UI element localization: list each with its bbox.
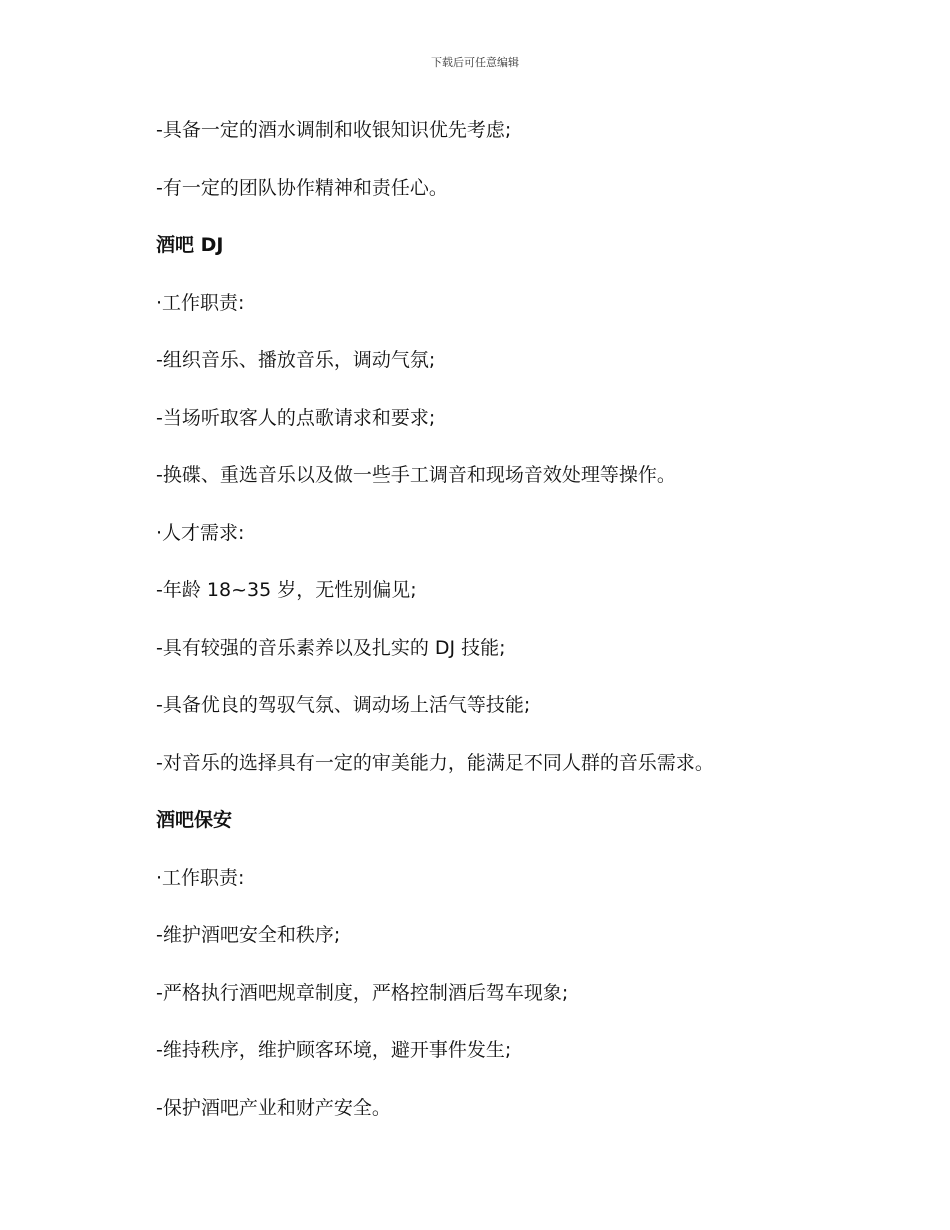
list-item: -维持秩序，维护顾客环境，避开事件发生;	[156, 1039, 512, 1061]
list-item: -具有较强的音乐素养以及扎实的 DJ 技能;	[156, 636, 506, 659]
list-item: -对音乐的选择具有一定的审美能力，能满足不同人群的音乐需求。	[156, 751, 714, 774]
list-item: -严格执行酒吧规章制度，严格控制酒后驾车现象;	[156, 981, 569, 1004]
list-item: -当场听取客人的点歌请求和要求;	[156, 406, 436, 429]
list-item: -具备一定的酒水调制和收银知识优先考虑;	[156, 119, 512, 141]
page-header: 下载后可任意编辑	[431, 56, 519, 69]
list-item: -有一定的团队协作精神和责任心。	[156, 176, 448, 199]
list-item: -具备优良的驾驭气氛、调动场上活气等技能;	[156, 694, 531, 716]
list-item: -组织音乐、播放音乐，调动气氛;	[156, 349, 436, 371]
list-item: -换碟、重选音乐以及做一些手工调音和现场音效处理等操作。	[156, 464, 676, 486]
list-item: -年龄 18~35 岁，无性别偏见;	[156, 579, 417, 601]
list-item: -维护酒吧安全和秩序;	[156, 924, 341, 946]
section-heading-security: 酒吧保安	[156, 809, 233, 831]
list-item: -保护酒吧产业和财产安全。	[156, 1096, 391, 1119]
document-body	[156, 112, 856, 1147]
section-heading-dj: 酒吧 DJ	[156, 234, 224, 256]
bullet-heading: ·工作职责:	[156, 291, 245, 314]
bullet-heading: ·工作职责:	[156, 866, 245, 889]
bullet-heading: ·人才需求:	[156, 521, 245, 544]
